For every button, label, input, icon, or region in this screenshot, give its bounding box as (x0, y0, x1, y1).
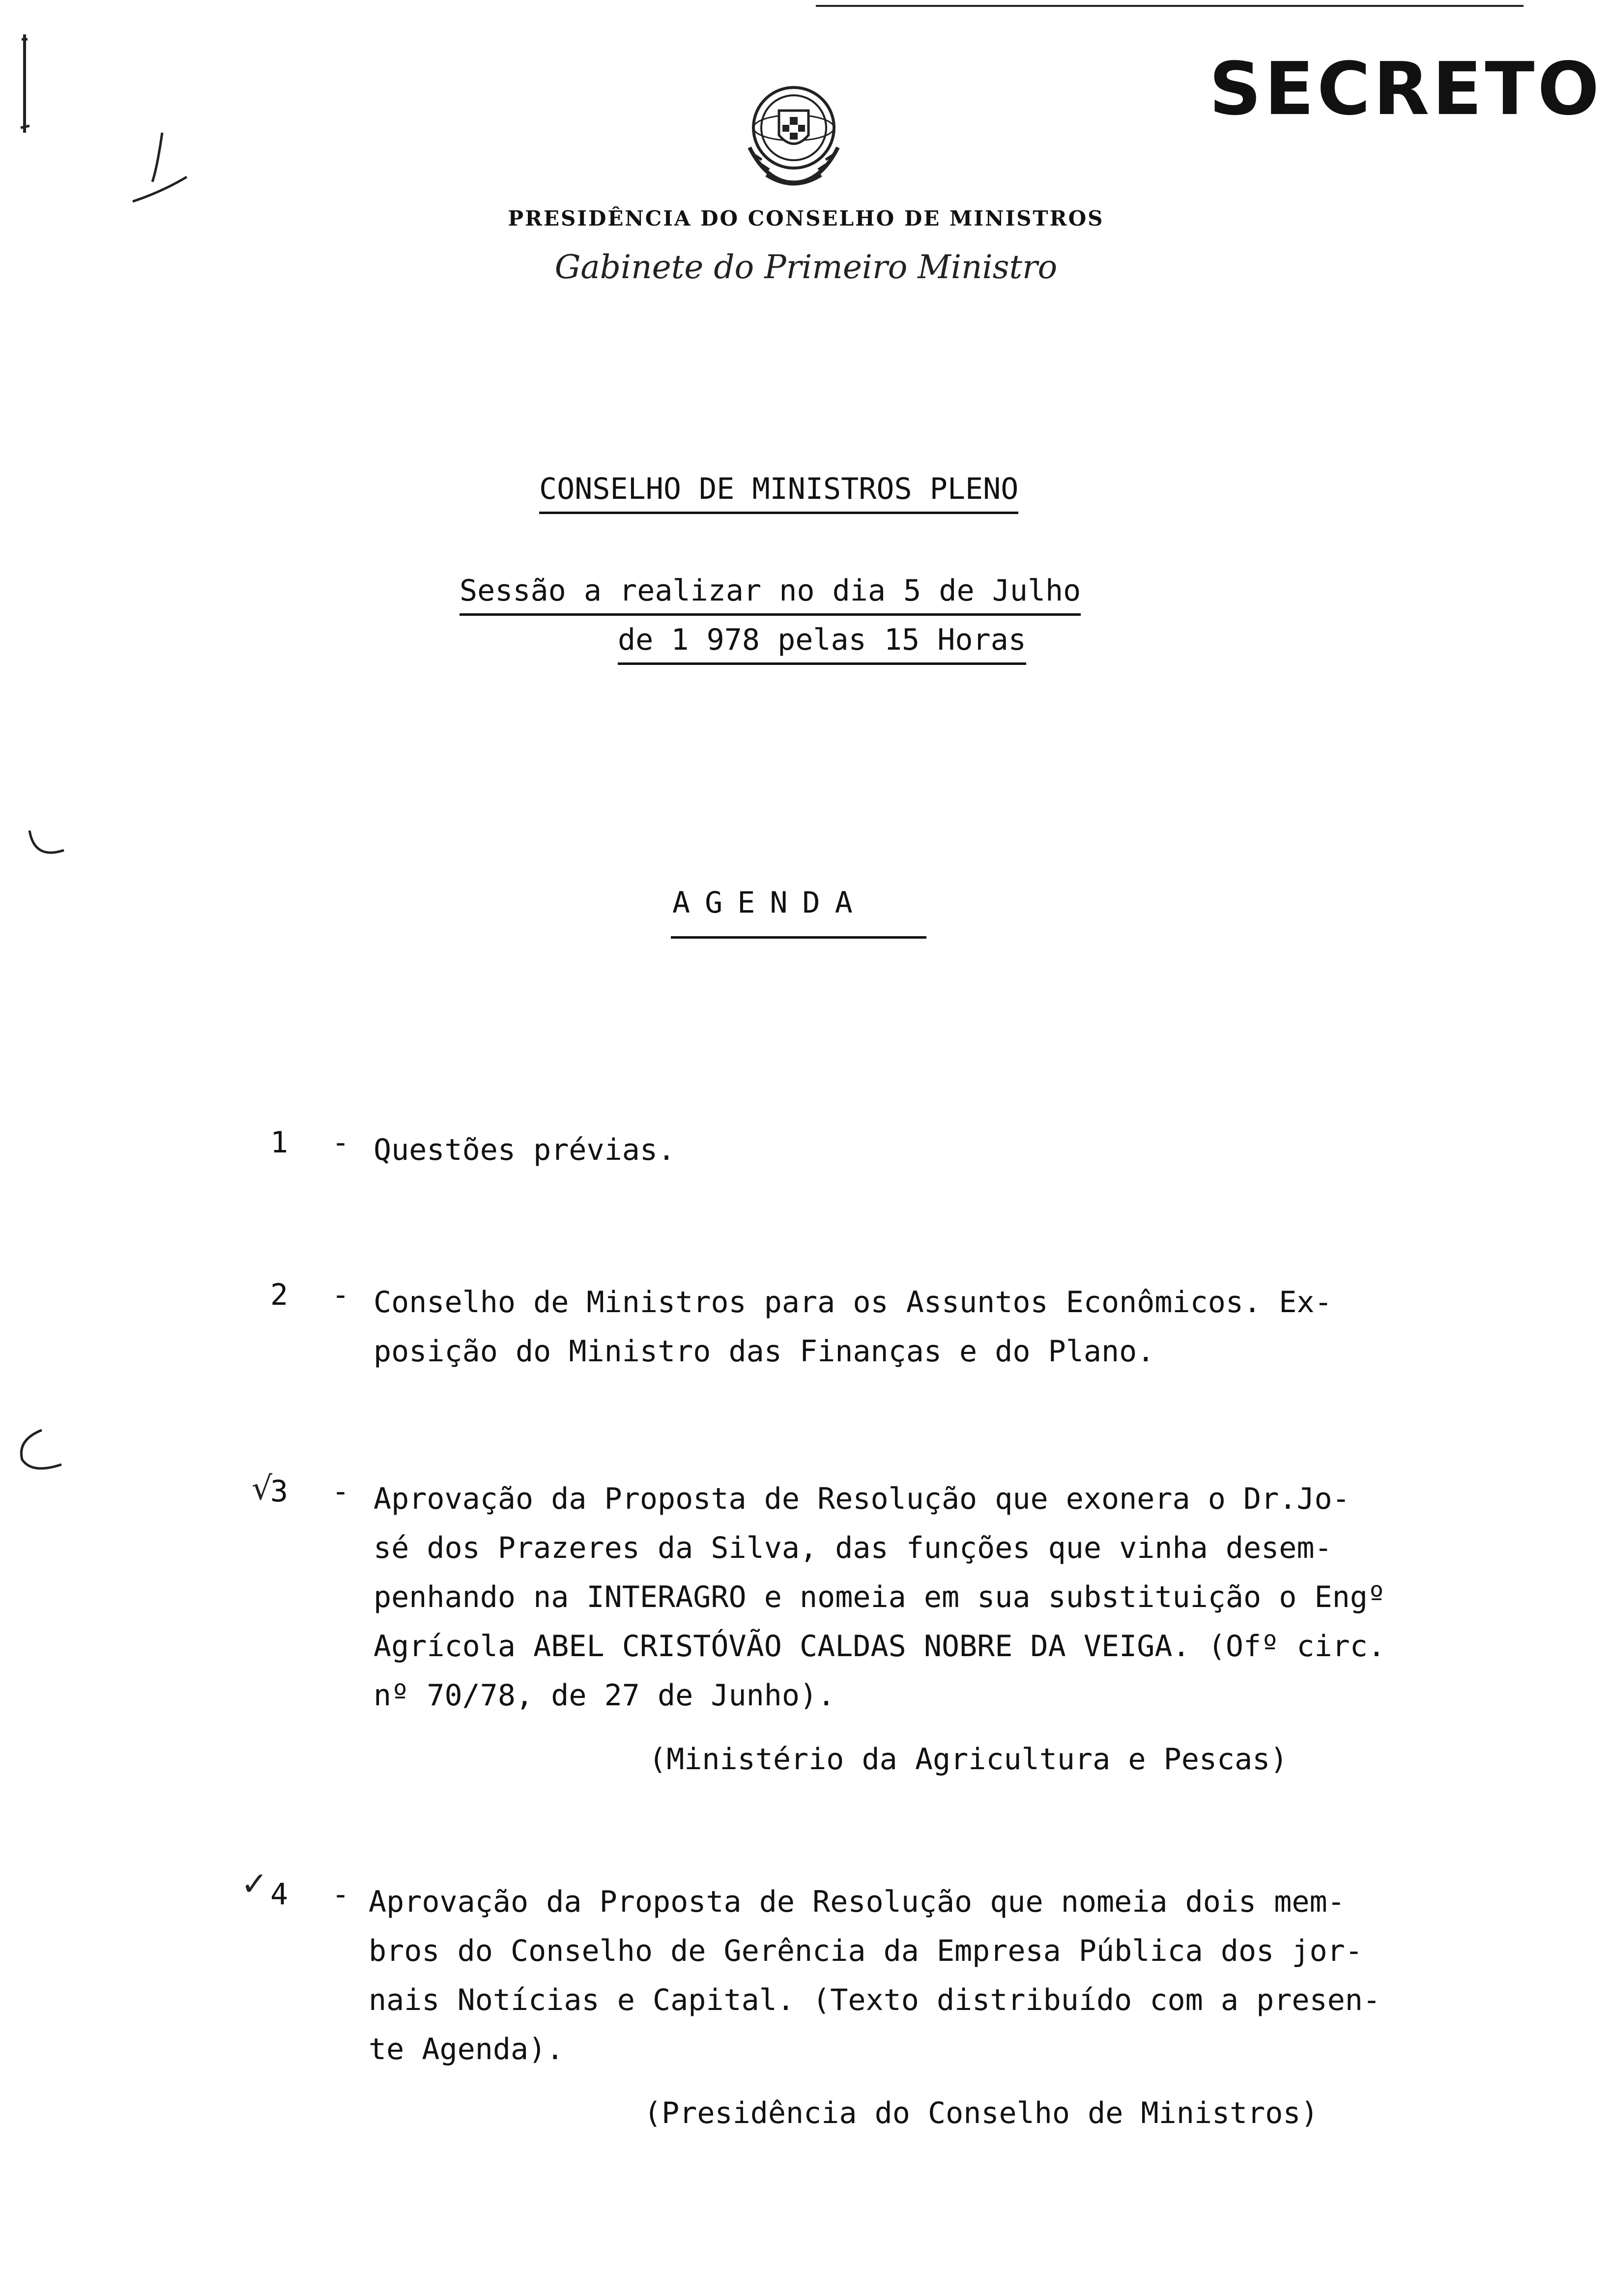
agenda-item-1 (270, 1125, 1548, 1297)
agenda-item-line: Conselho de Ministros para os Assuntos Econômicos. Ex- (374, 1285, 1332, 1320)
agenda-item-2 (270, 1278, 1548, 1450)
agenda-heading-underline (671, 936, 926, 939)
agenda-item-line: te Agenda). (369, 2032, 564, 2066)
agenda-item-line: sé dos Prazeres da Silva, das funções que vinha desem- (374, 1531, 1332, 1565)
cabinet-name: Gabinete do Primeiro Ministro (554, 248, 1058, 286)
agenda-item-text (369, 1877, 1548, 2138)
institution-name: PRESIDÊNCIA DO CONSELHO DE MINISTROS (508, 206, 1104, 230)
agenda-item-dash: - (332, 1877, 350, 1912)
punch-hole-mark-lower-icon (12, 1420, 76, 1484)
agenda-item-ministry: (Ministério da Agricultura e Pescas) (649, 1742, 1288, 1777)
agenda-item-number: 1 (270, 1125, 288, 1160)
session-date-line-1: Sessão a realizar no dia 5 de Julho (460, 571, 1081, 616)
agenda-item-line: posição do Ministro das Finanças e do Plano. (374, 1334, 1155, 1369)
agenda-item-dash: - (332, 1474, 350, 1509)
agenda-item-number: 2 (270, 1278, 288, 1312)
handwritten-margin-mark-top-icon (10, 29, 39, 138)
punch-hole-mark-upper-icon (20, 816, 79, 875)
agenda-item-3 (270, 1474, 1548, 1777)
agenda-item-ministry: (Presidência do Conselho de Ministros) (644, 2096, 1319, 2130)
handwritten-check-mark-item-4: ✓ (241, 1865, 268, 1903)
agenda-item-number: 3 (270, 1474, 288, 1509)
agenda-item-line: Aprovação da Proposta de Resolução que nomeia dois mem- (369, 1885, 1345, 1919)
agenda-item-line: nais Notícias e Capital. (Texto distribuído com a presen- (369, 1983, 1381, 2017)
agenda-heading: AGENDA (672, 886, 867, 920)
agenda-item-line: bros do Conselho de Gerência da Empresa Pública dos jor- (369, 1934, 1363, 1968)
agenda-item-dash: - (332, 1125, 350, 1160)
classification-stamp: SECRETO (1209, 47, 1603, 131)
agenda-item-number: 4 (270, 1877, 288, 1912)
agenda-item-line: Questões prévias. (374, 1133, 676, 1167)
agenda-item-line: nº 70/78, de 27 de Junho). (374, 1678, 835, 1713)
council-title: CONSELHO DE MINISTROS PLENO (539, 469, 1018, 514)
coat-of-arms-icon (732, 74, 855, 192)
agenda-item-4 (270, 1877, 1548, 2130)
agenda-item-line: Agrícola ABEL CRISTÓVÃO CALDAS NOBRE DA VEIGA. (Ofº circ. (374, 1629, 1386, 1664)
top-edge-rule (816, 5, 1524, 7)
agenda-item-text (374, 1474, 1553, 1784)
handwritten-initial-icon (123, 128, 197, 211)
agenda-item-line: Aprovação da Proposta de Resolução que exonera o Dr.Jo- (374, 1482, 1350, 1516)
handwritten-check-mark-item-3: √ (252, 1469, 273, 1507)
agenda-item-text (374, 1125, 1553, 1175)
agenda-item-text (374, 1278, 1553, 1376)
agenda-item-dash: - (332, 1278, 350, 1312)
agenda-item-line: penhando na INTERAGRO e nomeia em sua substituição o Engº (374, 1580, 1386, 1614)
session-date-line-2: de 1 978 pelas 15 Horas (618, 620, 1026, 665)
